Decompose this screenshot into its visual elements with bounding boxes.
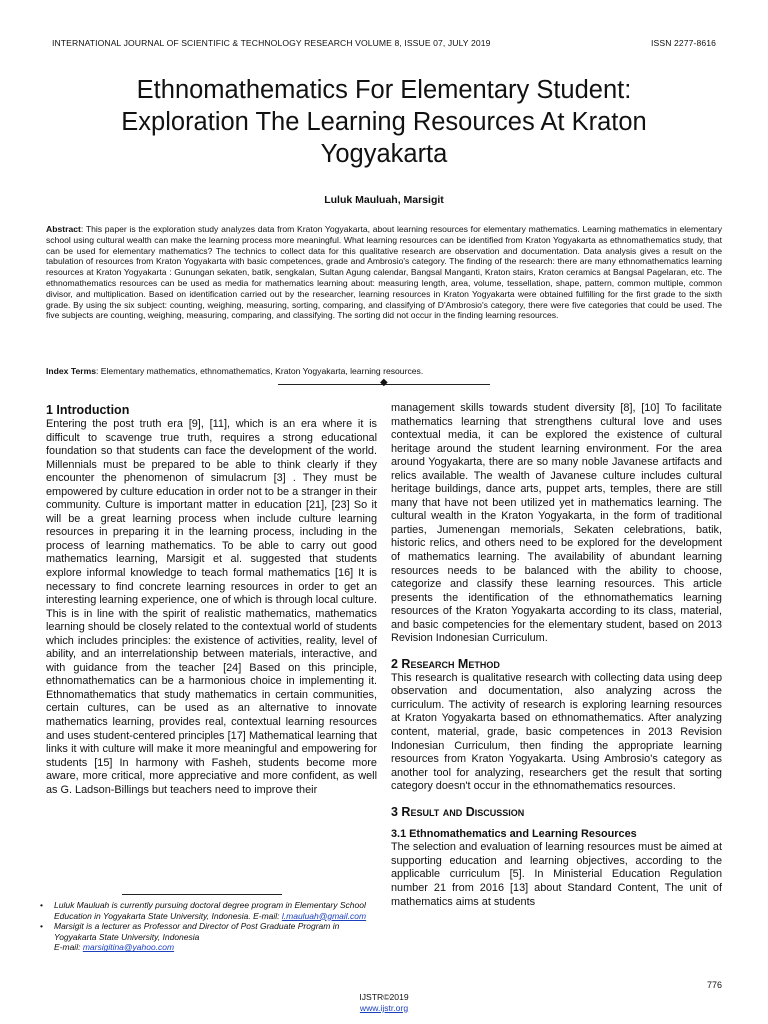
- title-line-2: Exploration The Learning Resources At Kraton: [121, 108, 647, 136]
- introduction-text: Entering the post truth era [9], [11], which is an era where it is difficult to scavenge true truth, requires a strong educational foundation so that students can face the development of the world. Millennials must be prepared to be able to think clearly if they encounter the phenomenon of simulacrum [3] . They must be empowered by culture education in order not to be a stranger in their community. Culture is important matter in education [21], [23] So it will be a great learning process when include culture learning resources in preparing it in the learning process, including in the process of learning mathematics. To be able to carry out good mathematics learning, Marsigit et al. suggested that students explore informal knowledge to teach formal mathematics [16] It is necessary to find concrete learning resources in order to get an interesting learning experience, one of which is through local culture. This is in line with the spirit of realistic mathematics, mathematics learning should be closely related to the contextual world of students which includes principles: the existence of activities, reality, level of ability, and an interrelationship between materials, interactive, and with guidance from the teacher [24] Based on this principle, ethnomathematics can be a harmonious choice in implementing it. Ethnomathematics that study mathematics in certain communities, certain cultures, can be used as an alternative to innovate mathematics learning, provides real, contextual learning resources and uses student-centered principles [17] Mathematical learning that links it with culture will make it more meaningful and empowering for students [15] In harmony with Fasheh, students become more aware, more critical, more appreciative and more confident, as well as G. Ladson-Billings but teachers need to improve their: [46, 418, 377, 796]
- right-column: [391, 402, 722, 909]
- footnote-text: Luluk Mauluah is currently pursuing doctoral degree program in Elementary School Education in Yogyakarta State University, Indonesia. E-mail:: [54, 900, 366, 921]
- introduction-continued-text: management skills towards student diversity [8], [10] To facilitate mathematics learning that strengthens cultural love and uses contextual media, it can be explored the existence of cultural heritage around the student learning environment. For the area around Yogyakarta, there are so many noble Javanese artifacts and relics available. The wealth of Javanese culture includes cultural heritage buildings, dance arts, puppet arts, temples, there are still many that have not been utilized yet in mathematics learning. The cultural wealth in the Kraton Yogyakarta, in the form of traditional parties, Jumenengan memorials, Sekaten celebrations, batik, historic relics, and others need to be explored for the development of mathematics learning. The availability of abundant learning resources needs to be balanced with the ability to choose, categorize and classify these learning resources. This article presents the identification of the ethnomathematics learning resources of the Kraton Yogyakarta according to its class, material, and basic competencies for the elementary student, based on 2013 Revision Indonesian Curriculum.: [391, 402, 722, 645]
- email-link[interactable]: marsigitina@yahoo.com: [82, 942, 175, 953]
- divider-diamond-icon: ◆: [380, 377, 388, 388]
- index-terms-label: Index Terms: [46, 366, 96, 376]
- section-title-results: 3 Result and Discussion: [391, 804, 525, 819]
- footnote-rule: [122, 894, 282, 895]
- footnotes: [40, 900, 370, 953]
- journal-url-link[interactable]: www.ijstr.org: [359, 1002, 409, 1013]
- authors: Luluk Mauluah, Marsigit: [324, 194, 444, 206]
- title-line-3: Yogyakarta: [320, 140, 448, 168]
- email-link[interactable]: l.mauluah@gmail.com: [281, 910, 367, 921]
- footnote-item: [40, 900, 370, 921]
- abstract-label: Abstract: [46, 224, 81, 234]
- bullet-icon: •: [40, 921, 43, 932]
- bullet-icon: •: [40, 900, 43, 910]
- subsection-title-3-1: 3.1 Ethnomathematics and Learning Resources: [391, 827, 637, 840]
- footnote-text: Marsigit is a lecturer as Professor and Director of Post Graduate Program in Yogyakarta State University, Indonesia: [54, 921, 340, 942]
- index-terms: [46, 366, 722, 377]
- subsection-3-1-text: The selection and evaluation of learning resources must be aimed at supporting education and learning objectives, according to the applicable curriculum [5]. In Ministerial Education Regulation number 21 from 2016 [13] about Standard Content, The unit of mathematics aims at students: [391, 841, 722, 908]
- abstract: [46, 224, 722, 321]
- journal-header: [52, 38, 716, 48]
- footnote-item: [40, 921, 370, 953]
- copyright: IJSTR©2019: [359, 992, 409, 1002]
- page-number: 776: [706, 980, 722, 990]
- title-line-1: Ethnomathematics For Elementary Student:: [136, 76, 632, 104]
- issn: ISSN 2277-8616: [651, 38, 716, 48]
- section-title-introduction: 1 Introduction: [46, 403, 130, 417]
- abstract-text: : This paper is the exploration study analyzes data from Kraton Yogyakarta, about learning resources for elementary mathematics. Learning mathematics in elementary school using cultural wealth can make the learning process more meaningful. What learning resources can be identified from Kraton Yogyakarta as ethnomathematics study, that can be used for elementary mathematics? The technics to collect data for this qualitative research are observation and documentation. Data analysis gives a result on the tabulation of resources from Kraton Yogyakarta with basic competences, grade and Ambrosio's category. The finding of the research: there are many ethnomathematics learning resources at Kraton Yogyakarta : Gunungan sekaten, batik, sengkalan, Sultan Agung calendar, Bangsal Manganti, Kraton stairs, Kraton ceramics at Bangsal Pagelaran, etc. The ethnomathematics resources can be used as media for mathematics learning about: measuring length, area, volume, tessellation, shape, pattern, common multiple, common divisor, and multiplication. Based on identification carried out by the researcher, learning resources in Kraton Yogyakarta were obtained fulfilling for the first grade to the sixth grade. By using the six subject: counting, weighing, measuring, sorting, comparing, and classifying of D'Ambrosio's category, there were five categories that could be used. The five subjects are counting, weighing, measuring, comparing, and classifying. The sorting did not occur in the finding learning resources.: [46, 224, 722, 321]
- research-method-text: This research is qualitative research with collecting data using deep observation and documentation, also analyzing across the curriculum. The activity of research is exploring learning resources at Kraton Yogyakarta based on ethnomathematics. After analyzing content, material, grade, basic competences in 2013 Revision Indonesian Curriculum, then finding the appropriate learning resources from Kraton Yogyakarta. Using Ambrosio's category as another tool for analyzing, researchers get the result that sorting category doesn't occur in the ethnomathematics resources.: [391, 671, 722, 793]
- footnote-email-label: E-mail:: [54, 942, 83, 953]
- left-column: [46, 402, 377, 797]
- journal-name: INTERNATIONAL JOURNAL OF SCIENTIFIC & TECHNOLOGY RESEARCH VOLUME 8, ISSUE 07, JULY 2019: [52, 38, 491, 48]
- page-footer: [0, 992, 768, 1014]
- section-title-research-method: 2 Research Method: [391, 656, 500, 671]
- index-terms-text: : Elementary mathematics, ethnomathematics, Kraton Yogyakarta, learning resources.: [96, 366, 424, 376]
- paper-title: [40, 74, 728, 170]
